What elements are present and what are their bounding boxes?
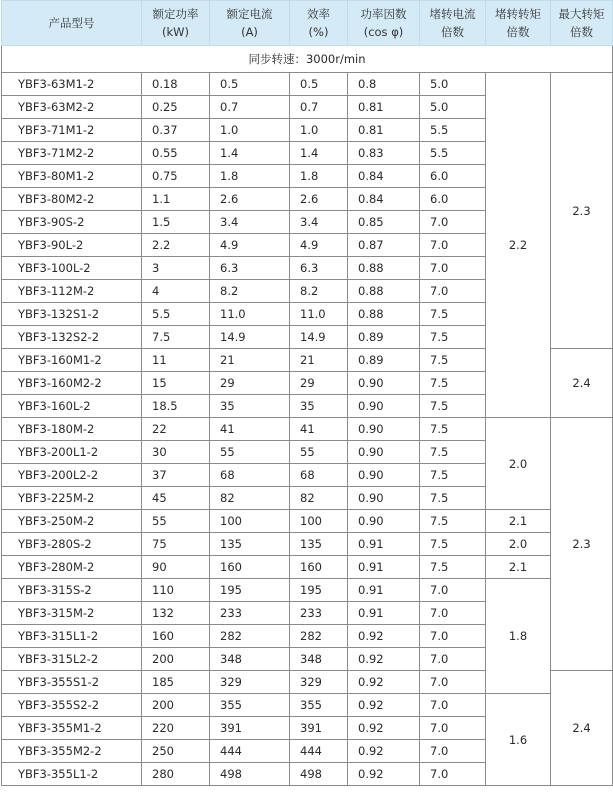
locked-rotor-current-cell: 7.5 [420, 372, 486, 395]
model-cell: YBF3-280M-2 [2, 556, 142, 579]
power-factor-cell: 0.92 [348, 671, 420, 694]
table-row [2, 694, 613, 717]
current-cell: 329 [210, 671, 290, 694]
efficiency-cell: 498 [290, 763, 348, 786]
power-factor-cell: 0.92 [348, 740, 420, 763]
locked-rotor-current-cell: 5.5 [420, 119, 486, 142]
header-efficiency: 效率 (%) [290, 1, 348, 46]
model-cell: YBF3-250M-2 [2, 510, 142, 533]
model-cell: YBF3-315M-2 [2, 602, 142, 625]
model-cell: YBF3-90L-2 [2, 234, 142, 257]
efficiency-cell: 4.9 [290, 234, 348, 257]
locked-rotor-current-cell: 7.0 [420, 211, 486, 234]
locked-rotor-torque-cell: 2.1 [486, 510, 551, 533]
max-torque-cell: 2.3 [551, 418, 613, 671]
locked-rotor-current-cell: 6.0 [420, 188, 486, 211]
locked-rotor-current-cell: 7.5 [420, 464, 486, 487]
efficiency-cell: 329 [290, 671, 348, 694]
efficiency-cell: 82 [290, 487, 348, 510]
locked-rotor-current-cell: 7.5 [420, 418, 486, 441]
power-factor-cell: 0.92 [348, 625, 420, 648]
locked-rotor-current-cell: 7.0 [420, 280, 486, 303]
power-cell: 250 [142, 740, 210, 763]
efficiency-cell: 1.0 [290, 119, 348, 142]
power-factor-cell: 0.90 [348, 464, 420, 487]
locked-rotor-current-cell: 7.0 [420, 740, 486, 763]
power-cell: 30 [142, 441, 210, 464]
table-row [2, 510, 613, 533]
locked-rotor-torque-cell: 2.1 [486, 556, 551, 579]
locked-rotor-current-cell: 7.5 [420, 349, 486, 372]
model-cell: YBF3-63M2-2 [2, 96, 142, 119]
locked-rotor-current-cell: 7.0 [420, 671, 486, 694]
table-row [2, 533, 613, 556]
power-cell: 45 [142, 487, 210, 510]
locked-rotor-current-cell: 7.5 [420, 303, 486, 326]
power-cell: 200 [142, 694, 210, 717]
efficiency-cell: 0.7 [290, 96, 348, 119]
locked-rotor-current-cell: 7.5 [420, 533, 486, 556]
model-cell: YBF3-280S-2 [2, 533, 142, 556]
efficiency-cell: 135 [290, 533, 348, 556]
table-row [2, 556, 613, 579]
locked-rotor-current-cell: 7.0 [420, 694, 486, 717]
model-cell: YBF3-132S2-2 [2, 326, 142, 349]
power-cell: 4 [142, 280, 210, 303]
model-cell: YBF3-100L-2 [2, 257, 142, 280]
locked-rotor-current-cell: 5.0 [420, 73, 486, 96]
model-cell: YBF3-112M-2 [2, 280, 142, 303]
model-cell: YBF3-160L-2 [2, 395, 142, 418]
efficiency-cell: 6.3 [290, 257, 348, 280]
power-cell: 55 [142, 510, 210, 533]
current-cell: 6.3 [210, 257, 290, 280]
locked-rotor-current-cell: 6.0 [420, 165, 486, 188]
power-cell: 15 [142, 372, 210, 395]
power-factor-cell: 0.84 [348, 165, 420, 188]
model-cell: YBF3-80M1-2 [2, 165, 142, 188]
power-cell: 1.1 [142, 188, 210, 211]
power-factor-cell: 0.91 [348, 579, 420, 602]
current-cell: 2.6 [210, 188, 290, 211]
header-power: 额定功率 (kW) [142, 1, 210, 46]
current-cell: 135 [210, 533, 290, 556]
power-cell: 280 [142, 763, 210, 786]
power-cell: 200 [142, 648, 210, 671]
power-factor-cell: 0.90 [348, 372, 420, 395]
efficiency-cell: 348 [290, 648, 348, 671]
power-factor-cell: 0.88 [348, 257, 420, 280]
efficiency-cell: 355 [290, 694, 348, 717]
model-cell: YBF3-200L2-2 [2, 464, 142, 487]
power-factor-cell: 0.90 [348, 441, 420, 464]
locked-rotor-current-cell: 7.0 [420, 234, 486, 257]
power-cell: 0.18 [142, 73, 210, 96]
locked-rotor-torque-cell: 2.0 [486, 418, 551, 510]
max-torque-cell: 2.3 [551, 73, 613, 349]
locked-rotor-current-cell: 7.5 [420, 487, 486, 510]
model-cell: YBF3-71M2-2 [2, 142, 142, 165]
power-factor-cell: 0.90 [348, 510, 420, 533]
locked-rotor-torque-cell: 1.6 [486, 694, 551, 786]
current-cell: 233 [210, 602, 290, 625]
current-cell: 444 [210, 740, 290, 763]
current-cell: 355 [210, 694, 290, 717]
locked-rotor-current-cell: 7.0 [420, 602, 486, 625]
power-factor-cell: 0.92 [348, 717, 420, 740]
table-row [2, 418, 613, 441]
power-cell: 11 [142, 349, 210, 372]
model-cell: YBF3-90S-2 [2, 211, 142, 234]
locked-rotor-current-cell: 7.0 [420, 717, 486, 740]
model-cell: YBF3-225M-2 [2, 487, 142, 510]
max-torque-cell: 2.4 [551, 671, 613, 786]
model-cell: YBF3-132S1-2 [2, 303, 142, 326]
power-factor-cell: 0.88 [348, 303, 420, 326]
current-cell: 1.0 [210, 119, 290, 142]
current-cell: 348 [210, 648, 290, 671]
efficiency-cell: 195 [290, 579, 348, 602]
efficiency-cell: 100 [290, 510, 348, 533]
model-cell: YBF3-63M1-2 [2, 73, 142, 96]
model-cell: YBF3-355S1-2 [2, 671, 142, 694]
current-cell: 1.8 [210, 165, 290, 188]
power-cell: 220 [142, 717, 210, 740]
table-row [2, 579, 613, 602]
current-cell: 35 [210, 395, 290, 418]
speed-subheader-row [2, 46, 613, 73]
power-factor-cell: 0.88 [348, 280, 420, 303]
model-cell: YBF3-355M1-2 [2, 717, 142, 740]
locked-rotor-current-cell: 7.0 [420, 625, 486, 648]
power-factor-cell: 0.83 [348, 142, 420, 165]
locked-rotor-current-cell: 5.0 [420, 96, 486, 119]
header-max-torque: 最大转矩 倍数 [551, 1, 613, 46]
model-cell: YBF3-315L1-2 [2, 625, 142, 648]
current-cell: 21 [210, 349, 290, 372]
header-locked-rotor-torque: 堵转转矩 倍数 [486, 1, 551, 46]
power-cell: 5.5 [142, 303, 210, 326]
current-cell: 8.2 [210, 280, 290, 303]
power-factor-cell: 0.8 [348, 73, 420, 96]
efficiency-cell: 0.5 [290, 73, 348, 96]
power-factor-cell: 0.90 [348, 487, 420, 510]
current-cell: 282 [210, 625, 290, 648]
power-cell: 90 [142, 556, 210, 579]
current-cell: 1.4 [210, 142, 290, 165]
power-factor-cell: 0.92 [348, 694, 420, 717]
efficiency-cell: 3.4 [290, 211, 348, 234]
power-factor-cell: 0.91 [348, 602, 420, 625]
power-cell: 160 [142, 625, 210, 648]
speed-subheader: 同步转速：3000r/min [2, 46, 613, 73]
power-factor-cell: 0.92 [348, 648, 420, 671]
current-cell: 55 [210, 441, 290, 464]
efficiency-cell: 11.0 [290, 303, 348, 326]
current-cell: 3.4 [210, 211, 290, 234]
locked-rotor-current-cell: 7.5 [420, 510, 486, 533]
header-row [2, 1, 613, 46]
spec-table [1, 0, 613, 786]
model-cell: YBF3-160M1-2 [2, 349, 142, 372]
power-cell: 2.2 [142, 234, 210, 257]
locked-rotor-current-cell: 7.5 [420, 326, 486, 349]
current-cell: 29 [210, 372, 290, 395]
power-cell: 0.37 [142, 119, 210, 142]
power-factor-cell: 0.91 [348, 533, 420, 556]
current-cell: 100 [210, 510, 290, 533]
locked-rotor-current-cell: 7.0 [420, 257, 486, 280]
current-cell: 0.5 [210, 73, 290, 96]
power-factor-cell: 0.89 [348, 349, 420, 372]
model-cell: YBF3-355M2-2 [2, 740, 142, 763]
locked-rotor-current-cell: 7.0 [420, 763, 486, 786]
current-cell: 41 [210, 418, 290, 441]
efficiency-cell: 2.6 [290, 188, 348, 211]
locked-rotor-current-cell: 7.5 [420, 556, 486, 579]
efficiency-cell: 21 [290, 349, 348, 372]
efficiency-cell: 41 [290, 418, 348, 441]
locked-rotor-current-cell: 7.0 [420, 648, 486, 671]
power-factor-cell: 0.81 [348, 96, 420, 119]
locked-rotor-current-cell: 7.5 [420, 441, 486, 464]
locked-rotor-current-cell: 5.5 [420, 142, 486, 165]
power-cell: 18.5 [142, 395, 210, 418]
efficiency-cell: 14.9 [290, 326, 348, 349]
current-cell: 68 [210, 464, 290, 487]
header-model: 产品型号 [2, 1, 142, 46]
power-factor-cell: 0.84 [348, 188, 420, 211]
power-cell: 0.75 [142, 165, 210, 188]
model-cell: YBF3-200L1-2 [2, 441, 142, 464]
model-cell: YBF3-80M2-2 [2, 188, 142, 211]
power-factor-cell: 0.89 [348, 326, 420, 349]
power-cell: 22 [142, 418, 210, 441]
locked-rotor-current-cell: 7.5 [420, 395, 486, 418]
current-cell: 82 [210, 487, 290, 510]
locked-rotor-torque-cell: 2.2 [486, 73, 551, 418]
efficiency-cell: 68 [290, 464, 348, 487]
locked-rotor-torque-cell: 2.0 [486, 533, 551, 556]
current-cell: 160 [210, 556, 290, 579]
header-locked-rotor-current: 堵转电流 倍数 [420, 1, 486, 46]
efficiency-cell: 1.8 [290, 165, 348, 188]
locked-rotor-torque-cell: 1.8 [486, 579, 551, 694]
efficiency-cell: 1.4 [290, 142, 348, 165]
power-cell: 0.55 [142, 142, 210, 165]
header-current: 额定电流 (A) [210, 1, 290, 46]
power-factor-cell: 0.90 [348, 395, 420, 418]
current-cell: 14.9 [210, 326, 290, 349]
power-cell: 0.25 [142, 96, 210, 119]
power-cell: 185 [142, 671, 210, 694]
current-cell: 391 [210, 717, 290, 740]
power-factor-cell: 0.85 [348, 211, 420, 234]
max-torque-cell: 2.4 [551, 349, 613, 418]
header-power-factor: 功率因数 (cos φ) [348, 1, 420, 46]
model-cell: YBF3-355L1-2 [2, 763, 142, 786]
current-cell: 11.0 [210, 303, 290, 326]
model-cell: YBF3-315S-2 [2, 579, 142, 602]
efficiency-cell: 160 [290, 556, 348, 579]
efficiency-cell: 29 [290, 372, 348, 395]
power-factor-cell: 0.87 [348, 234, 420, 257]
current-cell: 498 [210, 763, 290, 786]
efficiency-cell: 444 [290, 740, 348, 763]
current-cell: 195 [210, 579, 290, 602]
efficiency-cell: 55 [290, 441, 348, 464]
current-cell: 0.7 [210, 96, 290, 119]
table-row [2, 73, 613, 96]
power-cell: 110 [142, 579, 210, 602]
power-factor-cell: 0.91 [348, 556, 420, 579]
power-cell: 1.5 [142, 211, 210, 234]
power-cell: 132 [142, 602, 210, 625]
power-cell: 37 [142, 464, 210, 487]
model-cell: YBF3-71M1-2 [2, 119, 142, 142]
model-cell: YBF3-160M2-2 [2, 372, 142, 395]
power-cell: 3 [142, 257, 210, 280]
power-factor-cell: 0.81 [348, 119, 420, 142]
efficiency-cell: 8.2 [290, 280, 348, 303]
model-cell: YBF3-355S2-2 [2, 694, 142, 717]
locked-rotor-current-cell: 7.0 [420, 579, 486, 602]
current-cell: 4.9 [210, 234, 290, 257]
efficiency-cell: 35 [290, 395, 348, 418]
efficiency-cell: 391 [290, 717, 348, 740]
power-cell: 7.5 [142, 326, 210, 349]
efficiency-cell: 233 [290, 602, 348, 625]
model-cell: YBF3-315L2-2 [2, 648, 142, 671]
power-factor-cell: 0.90 [348, 418, 420, 441]
model-cell: YBF3-180M-2 [2, 418, 142, 441]
efficiency-cell: 282 [290, 625, 348, 648]
power-cell: 75 [142, 533, 210, 556]
power-factor-cell: 0.92 [348, 763, 420, 786]
